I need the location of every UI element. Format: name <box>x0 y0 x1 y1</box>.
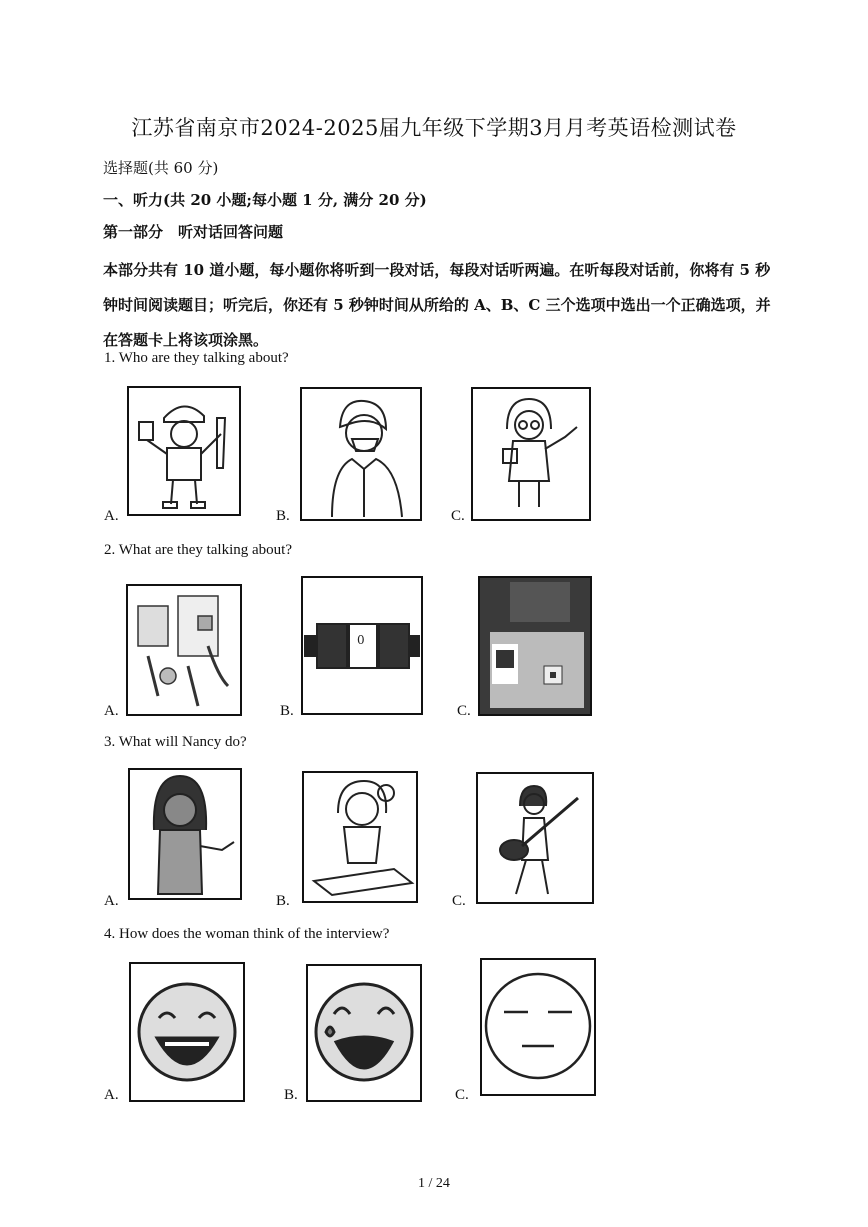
street-scene-picture <box>126 584 242 716</box>
neutral-face-picture <box>480 958 596 1096</box>
qr-door-picture <box>478 576 592 716</box>
q2-option-c-label[interactable]: C. <box>457 703 471 719</box>
svg-text:0: 0 <box>357 633 365 647</box>
crying-laughing-face-picture <box>306 964 422 1102</box>
section-heading: 选择题(共 60 分) <box>103 159 219 177</box>
q3-option-a-label[interactable]: A. <box>104 893 119 909</box>
instructions-paragraph: 本部分共有 10 道小题，每小题你将听到一段对话，每段对话听两遍。在听每段对话前，你将有 5 秒钟时间阅读题目；听完后，你还有 5 秒钟时间从所给的 A、B、C 三个选项中选出一个正确选项，并在答题卡上将该项涂黑。 <box>103 261 771 349</box>
q4-option-b-label[interactable]: B. <box>284 1087 298 1103</box>
q2-option-b-label[interactable]: B. <box>280 703 294 719</box>
laughing-face-picture <box>129 962 245 1102</box>
q3-option-b-label[interactable]: B. <box>276 893 290 909</box>
guitar-girl-picture <box>476 772 594 904</box>
worker-picture <box>127 386 241 516</box>
question-4: 4. How does the woman think of the interview? <box>104 926 390 942</box>
question-3: 3. What will Nancy do? <box>104 734 247 750</box>
question-2: 2. What are they talking about? <box>104 542 292 558</box>
q3-option-c-label[interactable]: C. <box>452 893 466 909</box>
q2-option-a-label[interactable]: A. <box>104 703 119 719</box>
q4-option-c-label[interactable]: C. <box>455 1087 469 1103</box>
q4-option-a-label[interactable]: A. <box>104 1087 119 1103</box>
teacher-picture <box>471 387 591 521</box>
sub-part-heading: 第一部分 听对话回答问题 <box>103 223 284 241</box>
doctor-picture <box>300 387 422 521</box>
clock-picture <box>301 576 423 715</box>
q1-option-c-label[interactable]: C. <box>451 508 465 524</box>
page-number: 1 / 24 <box>418 1176 450 1191</box>
q1-option-a-label[interactable]: A. <box>104 508 119 524</box>
q1-option-b-label[interactable]: B. <box>276 508 290 524</box>
page-title: 江苏省南京市2024-2025届九年级下学期3月月考英语检测试卷 <box>131 116 737 140</box>
presenting-girl-picture <box>128 768 242 900</box>
part-heading: 一、听力(共 20 小题;每小题 1 分, 满分 20 分) <box>103 191 427 209</box>
writing-girl-picture <box>302 771 418 903</box>
question-1: 1. Who are they talking about? <box>104 350 289 366</box>
